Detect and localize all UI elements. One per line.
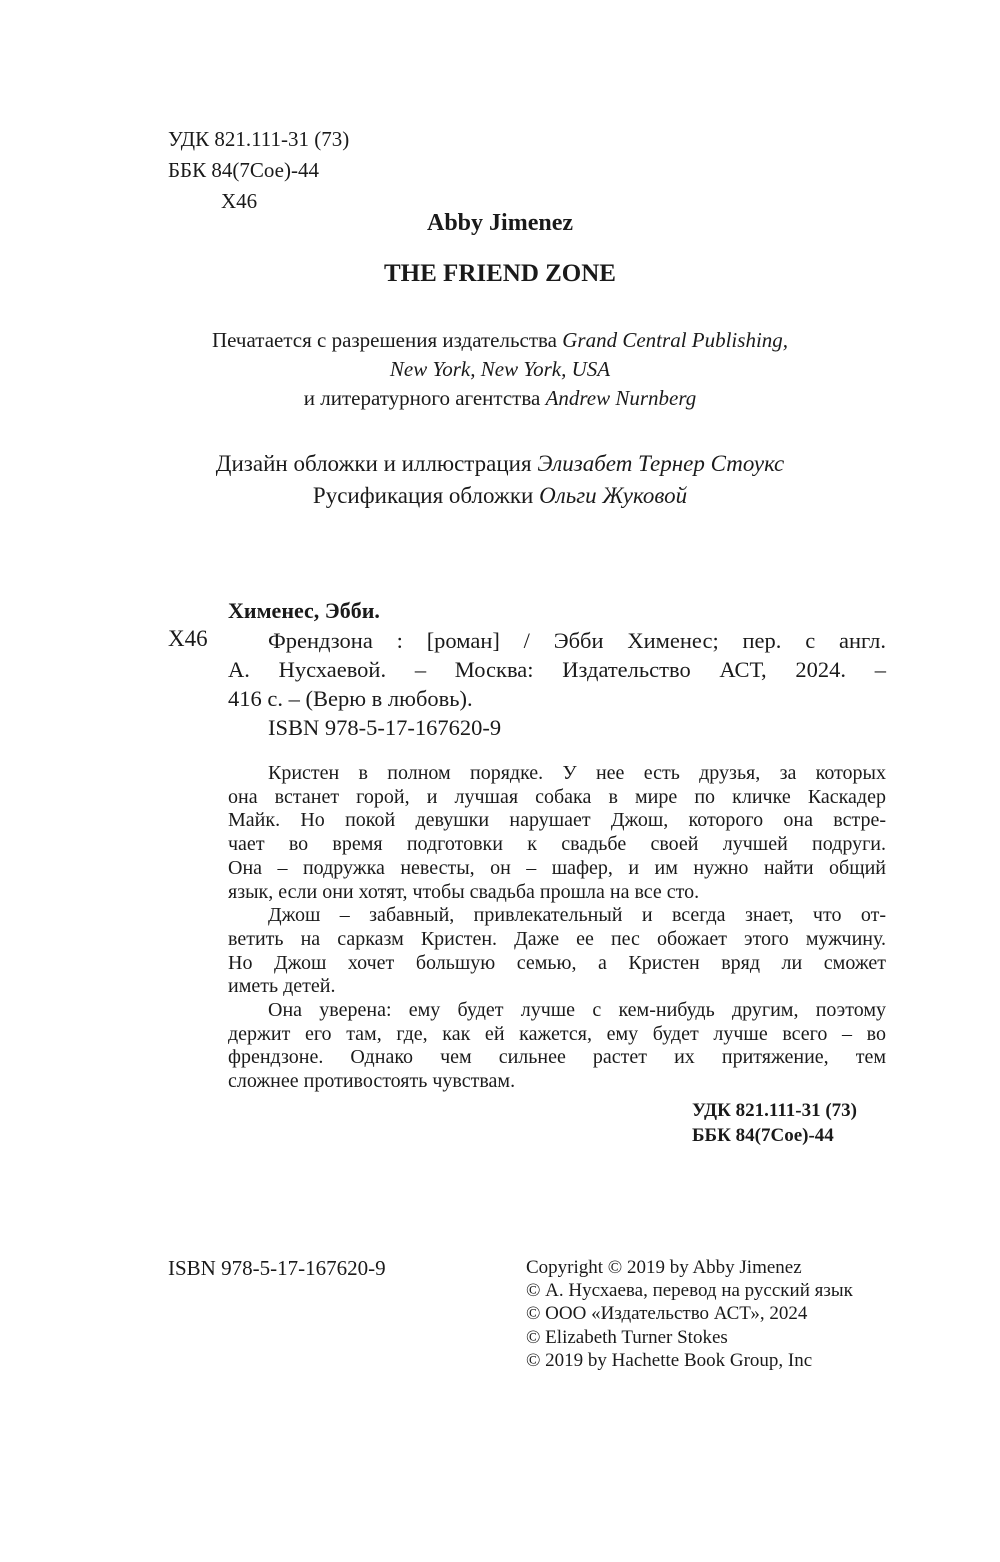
annotation-line: Майк. Но покой девушки нарушает Джош, которого она встре- (228, 809, 886, 832)
annotation-line: держит его там, где, как ей кажется, ему будет лучше всего – во (228, 1022, 886, 1045)
copyright-line: © ООО «Издательство АСТ», 2024 (526, 1303, 808, 1325)
publisher-location: New York, New York, USA (389, 357, 611, 381)
permission-line-1 (0, 326, 1000, 355)
copyright-line: © А. Нусхаева, перевод на русский язык (526, 1280, 853, 1302)
card-isbn: ISBN 978-5-17-167620-9 (268, 715, 502, 740)
annotation (228, 762, 886, 1094)
copyright-block (526, 1256, 853, 1372)
permission-prefix: Печатается с разрешения издательства (211, 328, 563, 352)
annotation-line: Она – подружка невесты, он – шафер, и им нужно найти общий (228, 856, 886, 879)
permission-notice (0, 326, 1000, 413)
copyright-line: © Elizabeth Turner Stokes (526, 1326, 728, 1348)
copyright-line: © 2019 by Hachette Book Group, Inc (526, 1349, 813, 1371)
copyright-line: Copyright © 2019 by Abby Jimenez (526, 1257, 802, 1278)
udk-code: УДК 821.111-31 (73) (168, 127, 350, 151)
author-sign: Х46 (221, 189, 258, 213)
agency-name: Andrew Nurnberg (545, 386, 697, 410)
design-credits (0, 448, 1000, 512)
annotation-line: язык, если они хотят, чтобы свадьба прошла на все сто. (228, 880, 700, 903)
annotation-line: Она уверена: ему будет лучше с кем-нибудь другим, поэтому (268, 999, 886, 1022)
publisher-name: Grand Central Publishing, (562, 328, 789, 352)
original-title: THE FRIEND ZONE (384, 260, 616, 287)
footer-isbn: ISBN 978-5-17-167620-9 (168, 1256, 386, 1280)
bottom-bbk: ББК 84(7Сое)-44 (692, 1125, 834, 1146)
cover-localization-line (0, 480, 1000, 512)
annotation-line: Кристен в полном порядке. У нее есть друзья, за которых (268, 762, 886, 784)
cover-design-line (0, 448, 1000, 480)
annotation-line: ветить на сарказм Кристен. Даже ее пес обожает этого мужчину. (228, 927, 886, 950)
card-line: 416 с. – (Верю в любовь). (228, 686, 473, 711)
annotation-line: она встанет горой, и лучшая собака в мире по кличке Каскадер (228, 785, 886, 808)
permission-line-3 (0, 384, 1000, 413)
bottom-classification (692, 1098, 857, 1148)
cover-localization-prefix: Русификация обложки (312, 483, 540, 508)
card-line: Френдзона : [роман] / Эбби Хименес; пер. с англ. (268, 628, 886, 653)
cover-design-prefix: Дизайн обложки и иллюстрация (215, 451, 538, 476)
annotation-line: Джош – забавный, привлекательный и всегда знает, что от- (268, 904, 886, 927)
cover-designer: Элизабет Тернер Стоукс (537, 451, 785, 476)
card-author-sign: Х46 (168, 626, 208, 651)
card-line: А. Нусхаевой. – Москва: Издательство АСТ, 2024. – (228, 657, 886, 682)
annotation-line: френдзоне. Однако чем сильнее растет их притяжение, тем (228, 1046, 886, 1069)
card-author: Хименес, Эбби. (228, 598, 380, 623)
annotation-line: сложнее противостоять чувствам. (228, 1070, 516, 1093)
bbk-code: ББК 84(7Сое)-44 (168, 158, 319, 182)
bibliographic-description (228, 626, 886, 742)
annotation-line: иметь детей. (228, 975, 336, 998)
annotation-line: чает во время подготовки к свадьбе своей лучшей подруги. (228, 833, 886, 856)
annotation-line: Но Джош хочет большую семью, а Кристен вряд ли сможет (228, 951, 886, 974)
original-author: Abby Jimenez (427, 210, 573, 236)
bottom-udk: УДК 821.111-31 (73) (692, 1100, 858, 1121)
agency-prefix: и литературного агентства (303, 386, 546, 410)
cover-localizer: Ольги Жуковой (539, 483, 688, 508)
